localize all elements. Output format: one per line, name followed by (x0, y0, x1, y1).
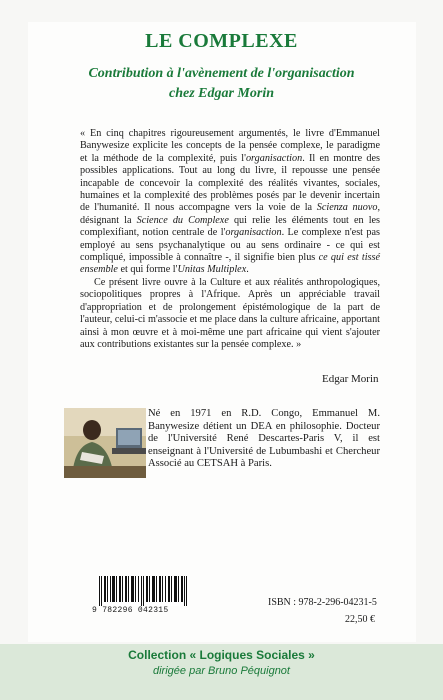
book-subtitle-line1: Contribution à l'avènement de l'organisaction (88, 66, 355, 81)
preface-paragraph-2: Ce présent livre ouvre à la Culture et aux réalités anthropologiques, sociopolitiques propres à l'Afrique. Après un appréciable travail d'appropriation et de prolongement épistémologique de la part de l'auteur, celui-ci m'associe et me place dans la culture africaine, apportant ainsi à mon œuvre et à moi-même une part africaine qui vient s'ajouter aux contributions existantes sur la pensée complexe. » (80, 276, 380, 350)
barcode-number: 9 782296 042315 (92, 606, 169, 615)
collection-director: dirigée par Bruno Péquignot (153, 665, 290, 677)
book-title: LE COMPLEXE (145, 30, 298, 52)
preface-text (80, 128, 380, 351)
author-bio: Né en 1971 en R.D. Congo, Emmanuel M. Banywesize détient un DEA en philosophie. Docteur de l'Université René Descartes-Paris V, il est enseignant à l'Université de Lubumbashi et Chercheur Associé au CETSAH à Paris. (148, 408, 380, 470)
preface-paragraph-1: « En cinq chapitres rigoureusement argumentés, le livre d'Emmanuel Banywesize explicite les concepts de la pensée complexe, le paradigme et la méthode de la complexité, puis l'organisaction. Il en montre des possibles applications. Tout au long du livre, il repousse une pensée incapable de concevoir la complexité des réalités vivantes, sociales, humaines et la complexité des problèmes posés par le devenir incertain de l'humanité. Il nous accompagne vers la voie de la Scienza nuovo, désignant la Science du Complexe qui relie les éléments tout en les complexifiant, notion centrale de l'organisaction. Le complexe n'est pas employé au sens psychanalytique ou au sens ordinaire - ce qui est compliqué, impossible à connaître -, il signifie bien plus ce qui est tissé ensemble et qui forme l'Unitas Multiplex. (80, 128, 381, 276)
isbn: ISBN : 978-2-296-04231-5 (268, 597, 377, 608)
author-photo (64, 408, 146, 478)
barcode-icon (97, 576, 189, 606)
book-subtitle-line2: chez Edgar Morin (168, 86, 275, 101)
price: 22,50 € (345, 614, 375, 625)
preface-signature: Edgar Morin (322, 373, 379, 385)
collection-name: Collection « Logiques Sociales » (128, 648, 315, 662)
